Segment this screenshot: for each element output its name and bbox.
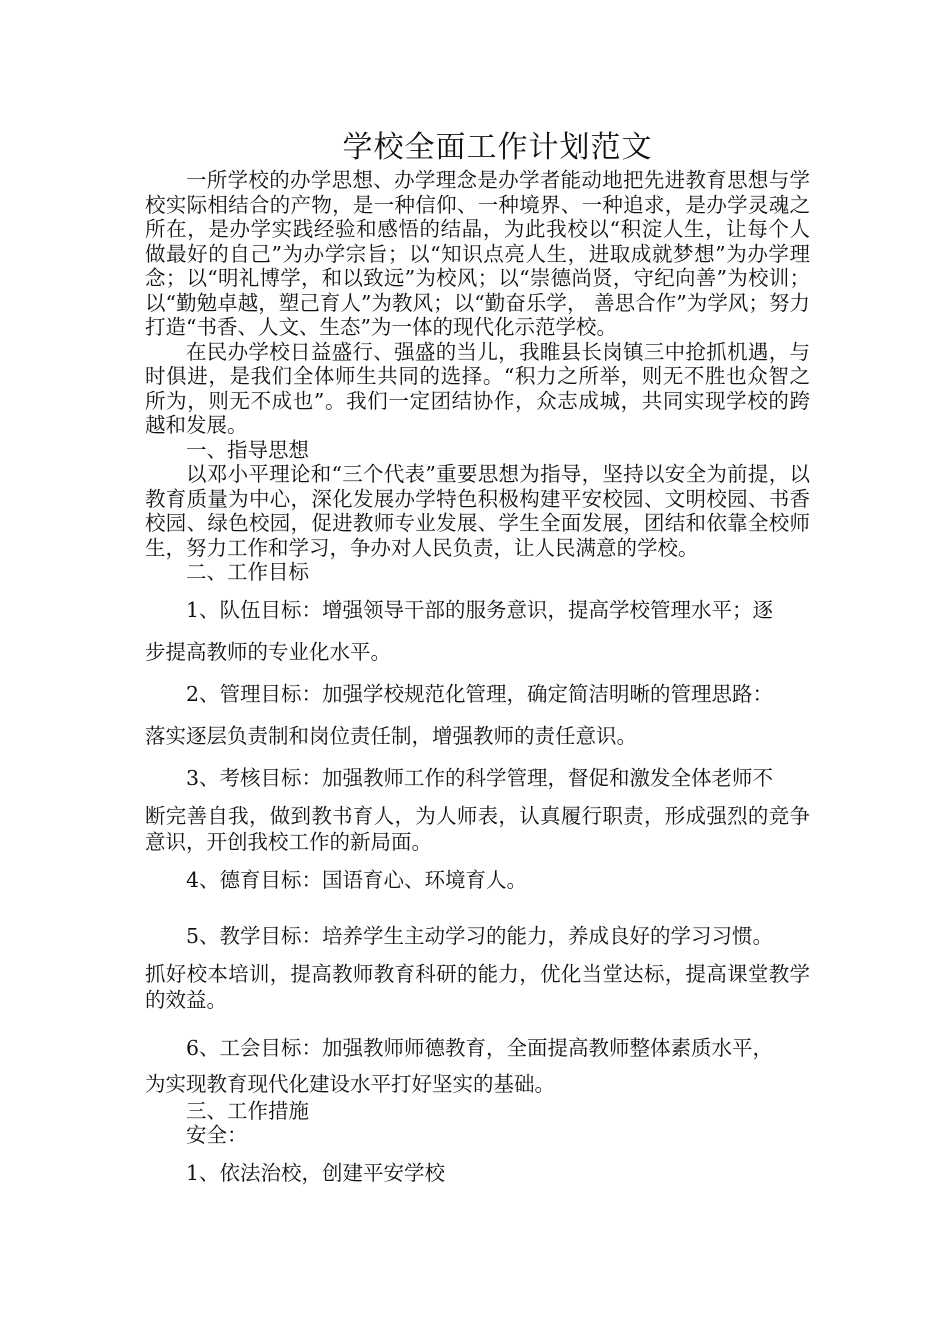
goal-item-5 bbox=[145, 915, 810, 957]
measures-subheading-safety: 安全： bbox=[186, 1123, 248, 1147]
section-heading-work-goals: 二、工作目标 bbox=[186, 560, 309, 584]
intro-paragraph-2: 在民办学校日益盛行、强盛的当儿，我睢县长岗镇三中抢抓机遇，与时俱进，是我们全体师生共同的选择。“积力之所举，则无不胜也众智之所为，则无不成也”。我们一定团结协作，众志成城，共同实现学校的跨越和发展。 bbox=[145, 339, 810, 437]
document-page bbox=[145, 128, 810, 1194]
section-heading-guiding-ideology: 一、指导思想 bbox=[186, 437, 309, 462]
document-title: 学校全面工作计划范文 bbox=[342, 130, 653, 165]
goal-item-1 bbox=[145, 589, 810, 631]
goal-item-6 bbox=[145, 1027, 810, 1069]
measure-item-1: 1、依法治校，创建平安学校 bbox=[186, 1160, 446, 1185]
goal-item-5-rest: 抓好校本培训，提高教师教育科研的能力，优化当堂达标，提高课堂教学的效益。 bbox=[145, 961, 810, 1012]
goal-item-3 bbox=[145, 757, 810, 799]
goal-item-4 bbox=[145, 859, 810, 901]
goal-item-3-first-line: 3、考核目标：加强教师工作的科学管理，督促和激发全体老师不 bbox=[186, 765, 774, 790]
goal-item-2-rest: 落实逐层负责制和岗位责任制，增强教师的责任意识。 bbox=[145, 723, 637, 748]
goal-item-6-rest: 为实现教育现代化建设水平打好坚实的基础。 bbox=[145, 1071, 555, 1096]
goal-item-1-rest: 步提高教师的专业化水平。 bbox=[145, 639, 391, 664]
intro-paragraph-1: 一所学校的办学思想、办学理念是办学者能动地把先进教育思想与学校实际相结合的产物，是一种信仰、一种境界、一种追求，是办学灵魂之所在，是办学实践经验和感悟的结晶，为此我校以“积淀人生，让每个人做最好的自己”为办学宗旨；以“知识点亮人生，进取成就梦想”为办学理念；以“明礼博学，和以致远”为校风；以“崇德尚贤，守纪向善”为校训；以“勤勉卓越，塑己育人”为教风；以“勤奋乐学， 善思合作”为学风；努力打造“书香、人文、生态”为一体的现代化示范学校。 bbox=[145, 168, 810, 339]
goal-item-3-rest: 断完善自我，做到教书育人，为人师表，认真履行职责，形成强烈的竞争意识，开创我校工作的新局面。 bbox=[145, 803, 810, 854]
goal-item-1-first-line: 1、队伍目标：增强领导干部的服务意识，提高学校管理水平；逐 bbox=[186, 597, 774, 622]
goal-item-2-first-line: 2、管理目标：加强学校规范化管理，确定简洁明晰的管理思路： bbox=[186, 681, 774, 706]
goal-item-2 bbox=[145, 673, 810, 715]
section-heading-work-measures: 三、工作措施 bbox=[186, 1098, 309, 1123]
goal-item-5-first-line: 5、教学目标：培养学生主动学习的能力，养成良好的学习习惯。 bbox=[186, 923, 774, 948]
guiding-ideology-paragraph: 以邓小平理论和“三个代表”重要思想为指导，坚持以安全为前提，以教育质量为中心，深化发展办学特色积极构建平安校园、文明校园、书香校园、绿色校园，促进教师专业发展、学生全面发展，团结和依靠全校师生，努力工作和学习，争办对人民负责，让人民满意的学校。 bbox=[145, 462, 810, 560]
goal-item-4-first-line: 4、德育目标：国语育心、环境育人。 bbox=[186, 867, 528, 892]
goal-item-6-first-line: 6、工会目标：加强教师师德教育，全面提高教师整体素质水平， bbox=[186, 1035, 774, 1060]
